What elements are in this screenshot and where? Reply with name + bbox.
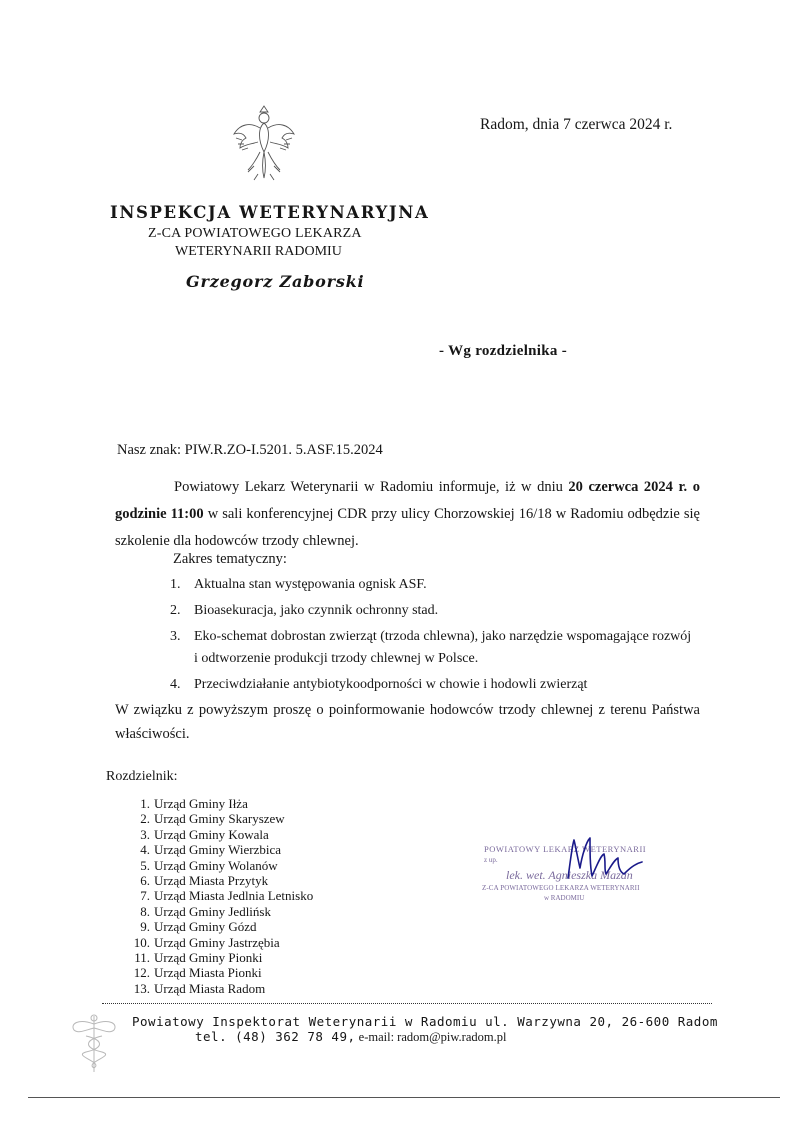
footer-email: e-mail: radom@piw.radom.pl	[355, 1030, 507, 1044]
list-item	[170, 574, 710, 596]
footer-address: Powiatowy Inspektorat Weterynarii w Radomiu ul. Warzywna 20, 26-600 Radom	[132, 1014, 718, 1029]
list-item	[170, 626, 710, 670]
item-name: Urząd Gminy Kowala	[154, 826, 269, 842]
list-item	[128, 811, 313, 826]
list-item	[128, 904, 313, 919]
topic-text: Eko-schemat dobrostan zwierząt (trzoda chlewna), jako narzędzie wspomagające rozwój	[194, 629, 692, 644]
item-name: Urząd Miasta Jedlnia Letnisko	[154, 888, 314, 904]
list-item	[128, 796, 313, 811]
list-item	[128, 873, 313, 888]
item-number: 4.	[140, 842, 150, 858]
stamp-line-5: w RADOMIU	[544, 894, 585, 902]
topics-list	[170, 574, 710, 700]
list-item	[128, 919, 313, 934]
item-number: 9.	[140, 919, 150, 935]
item-number: 3.	[140, 826, 150, 842]
topic-number: 1.	[170, 577, 181, 592]
item-number: 7.	[140, 888, 150, 904]
reference-number	[117, 442, 383, 459]
item-number: 8.	[140, 903, 150, 919]
caduceus-icon	[64, 1010, 124, 1076]
item-name: Urząd Gminy Wierzbica	[154, 842, 282, 858]
list-item	[170, 600, 710, 622]
item-name: Urząd Gminy Pionki	[154, 949, 263, 965]
footer-divider	[102, 1003, 712, 1004]
item-name: Urząd Gminy Gózd	[154, 919, 257, 935]
item-number: 6.	[140, 872, 150, 888]
item-name: Urząd Miasta Przytyk	[154, 872, 269, 888]
reference-value: PIW.R.ZO-I.5201. 5.ASF.15.2024	[184, 442, 383, 458]
topic-text: Bioasekuracja, jako czynnik ochronny stad.	[194, 603, 439, 618]
item-name: Urząd Miasta Pionki	[154, 965, 262, 981]
signature-icon	[560, 834, 650, 884]
item-name: Urząd Miasta Radom	[154, 980, 266, 996]
item-name: Urząd Gminy Skaryszew	[154, 811, 285, 827]
list-item	[170, 674, 710, 696]
item-name: Urząd Gminy Jedlińsk	[154, 903, 271, 919]
list-item	[128, 842, 313, 857]
topics-label: Zakres tematyczny:	[173, 551, 287, 567]
stamp-line-3: lek. wet. Agnieszka Mazan	[506, 868, 633, 882]
eagle-emblem-icon	[228, 100, 300, 186]
p1-intro: Powiatowy Lekarz Weterynarii w Radomiu informuje, iż w dniu	[174, 479, 569, 495]
stamp-line-1: POWIATOWY LEKARZ WETERYNARII	[484, 844, 647, 854]
topic-number: 3.	[170, 629, 181, 644]
stamp-line-2: z up.	[484, 856, 498, 864]
body-paragraph-2: W związku z powyższym proszę o poinformowanie hodowców trzody chlewnej z terenu Państwa właściwości.	[115, 702, 700, 742]
footer-contact	[195, 1029, 506, 1045]
list-item	[128, 858, 313, 873]
sender-role-line2: WETERYNARII RADOMIU	[175, 244, 342, 259]
sender-name: Grzegorz Zaborski	[186, 272, 365, 291]
list-item	[128, 827, 313, 842]
item-name: Urząd Gminy Jastrzębia	[154, 934, 280, 950]
distribution-list	[128, 796, 313, 996]
item-number: 11.	[134, 949, 150, 965]
list-item	[128, 888, 313, 903]
event-time: o godzinie 11:00	[115, 479, 700, 522]
topic-text-continued: i odtworzenie produkcji trzody chlewnej w Polsce.	[194, 651, 479, 666]
item-name: Urząd Gminy Iłża	[154, 796, 248, 811]
item-number: 10.	[133, 934, 150, 950]
item-number: 12.	[133, 965, 150, 981]
list-item	[128, 965, 313, 980]
addressee: - Wg rozdzielnika -	[439, 343, 568, 359]
reference-label: Nasz znak:	[117, 442, 182, 458]
letter-date: Radom, dnia 7 czerwca 2024 r.	[480, 116, 673, 133]
stamp-line-4: Z-CA POWIATOWEGO LEKARZA WETERYNARII	[482, 884, 640, 892]
p1-rest: w sali konferencyjnej CDR przy ulicy Chorzowskiej 16/18 w Radomiu odbędzie się szkolenie dla hodowców trzody chlewnej.	[115, 506, 700, 549]
page-bottom-line	[28, 1097, 780, 1098]
distribution-title: Rozdzielnik:	[106, 769, 178, 784]
item-number: 1.	[140, 796, 150, 811]
list-item	[128, 935, 313, 950]
list-item	[128, 950, 313, 965]
item-name: Urząd Gminy Wolanów	[154, 857, 278, 873]
item-number: 2.	[140, 811, 150, 827]
sender-role-line1: Z-CA POWIATOWEGO LEKARZA	[148, 226, 362, 241]
topic-number: 2.	[170, 603, 181, 618]
topic-number: 4.	[170, 677, 181, 692]
list-item	[128, 981, 313, 996]
topic-text: Aktualna stan występowania ognisk ASF.	[194, 577, 427, 592]
item-number: 13.	[133, 980, 150, 996]
footer-phone: tel. (48) 362 78 49,	[195, 1029, 356, 1044]
topic-text: Przeciwdziałanie antybiotykoodporności w chowie i hodowli zwierząt	[194, 677, 588, 692]
item-number: 5.	[140, 857, 150, 873]
body-paragraph-1	[115, 474, 700, 555]
event-date: 20 czerwca 2024 r.	[568, 479, 688, 495]
institution-name: INSPEKCJA WETERYNARYJNA	[110, 203, 430, 222]
